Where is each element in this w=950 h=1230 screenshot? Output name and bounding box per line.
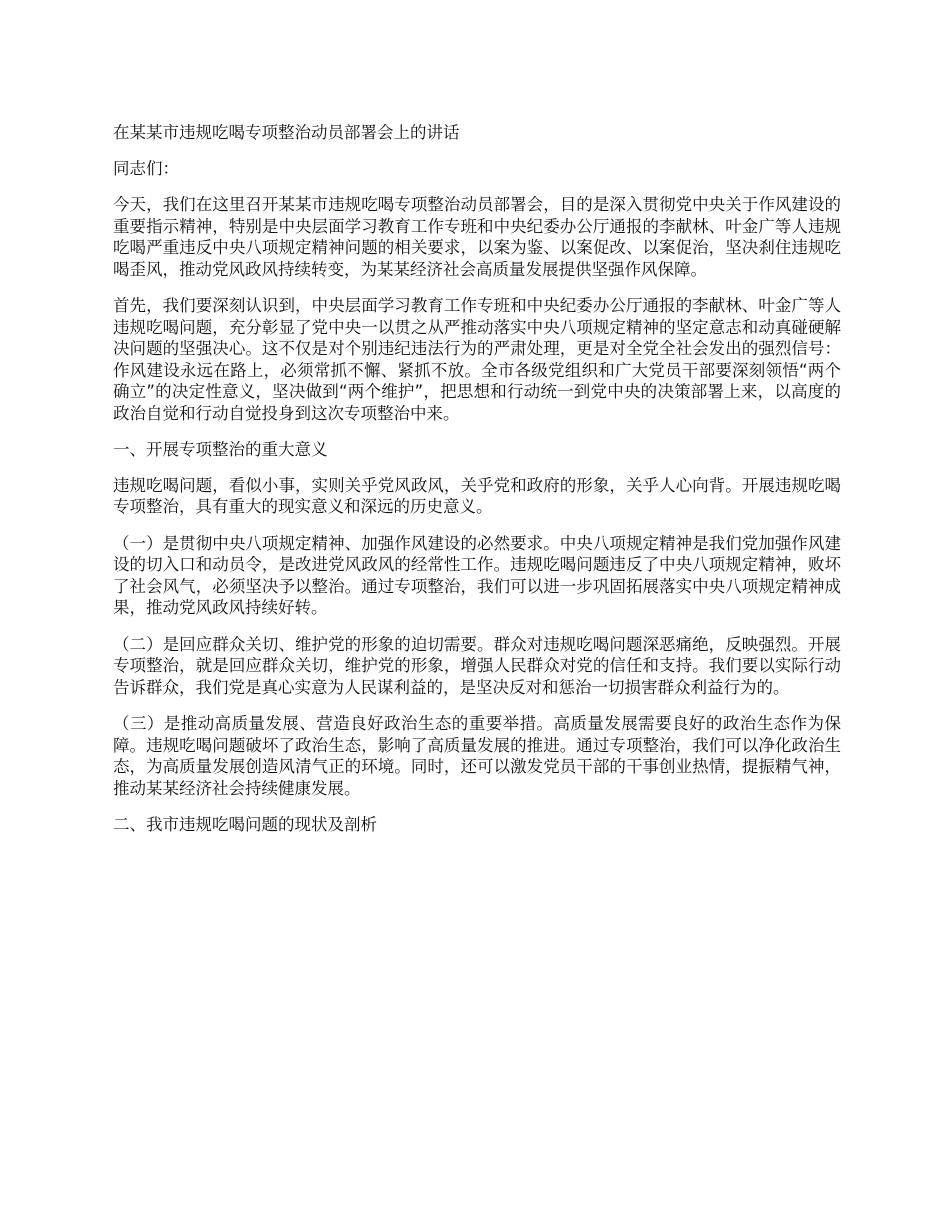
intro-paragraph-1: 今天，我们在这里召开某某市违规吃喝专项整治动员部署会，目的是深入贯彻党中央关于作风建设的重要指示精神，特别是中央层面学习教育工作专班和中央纪委办公厅通报的李献林、叶金广等人违规吃喝严重违反中央八项规定精神问题的相关要求，以案为鉴、以案促改、以案促治，坚决刹住违规吃喝歪风，推动党风政风持续转变，为某某经济社会高质量发展提供坚强作风保障。 — [113, 195, 841, 279]
section-1-heading: 一、开展专项整治的重大意义 — [113, 440, 328, 459]
section-1-paragraph-1: 违规吃喝问题，看似小事，实则关乎党风政风，关乎党和政府的形象，关乎人心向背。开展违规吃喝专项整治，具有重大的现实意义和深远的历史意义。 — [113, 475, 841, 516]
document-title: 在某某市违规吃喝专项整治动员部署会上的讲话 — [113, 123, 460, 142]
greeting: 同志们： — [113, 158, 179, 178]
document-body — [113, 122, 841, 850]
intro-paragraph-2: 首先，我们要深刻认识到，中央层面学习教育工作专班和中央纪委办公厅通报的李献林、叶金广等人违规吃喝问题，充分彰显了党中央一以贯之从严推动落实中央八项规定精神的坚定意志和动真碰硬解决问题的坚强决心。这不仅是对个别违纪违法行为的严肃处理，更是对全党全社会发出的强烈信号：作风建设永远在路上，必须常抓不懈、紧抓不放。全市各级党组织和广大党员干部要深刻领悟“两个确立”的决定性意义，坚决做到“两个维护”，把思想和行动统一到党中央的决策部署上来，以高度的政治自觉和行动自觉投身到这次专项整治中来。 — [113, 296, 841, 423]
section-1-paragraph-4: （三）是推动高质量发展、营造良好政治生态的重要举措。高质量发展需要良好的政治生态作为保障。违规吃喝问题破坏了政治生态，影响了高质量发展的推进。通过专项整治，我们可以净化政治生态，为高质量发展创造风清气正的环境。同时，还可以激发党员干部的干事创业热情，提振精气神，推动某某经济社会持续健康发展。 — [113, 714, 841, 798]
section-1-paragraph-2: （一）是贯彻中央八项规定精神、加强作风建设的必然要求。中央八项规定精神是我们党加强作风建设的切入口和动员令，是改进党风政风的经常性工作。违规吃喝问题违反了中央八项规定精神，败坏了社会风气，必须坚决予以整治。通过专项整治，我们可以进一步巩固拓展落实中央八项规定精神成果，推动党风政风持续好转。 — [113, 533, 841, 617]
section-2-heading: 二、我市违规吃喝问题的现状及剖析 — [113, 815, 377, 834]
section-1-paragraph-3: （二）是回应群众关切、维护党的形象的迫切需要。群众对违规吃喝问题深恶痛绝，反映强烈。开展专项整治，就是回应群众关切，维护党的形象，增强人民群众对党的信任和支持。我们要以实际行动告诉群众，我们党是真心实意为人民谋利益的，是坚决反对和惩治一切损害群众利益行为的。 — [113, 634, 841, 697]
